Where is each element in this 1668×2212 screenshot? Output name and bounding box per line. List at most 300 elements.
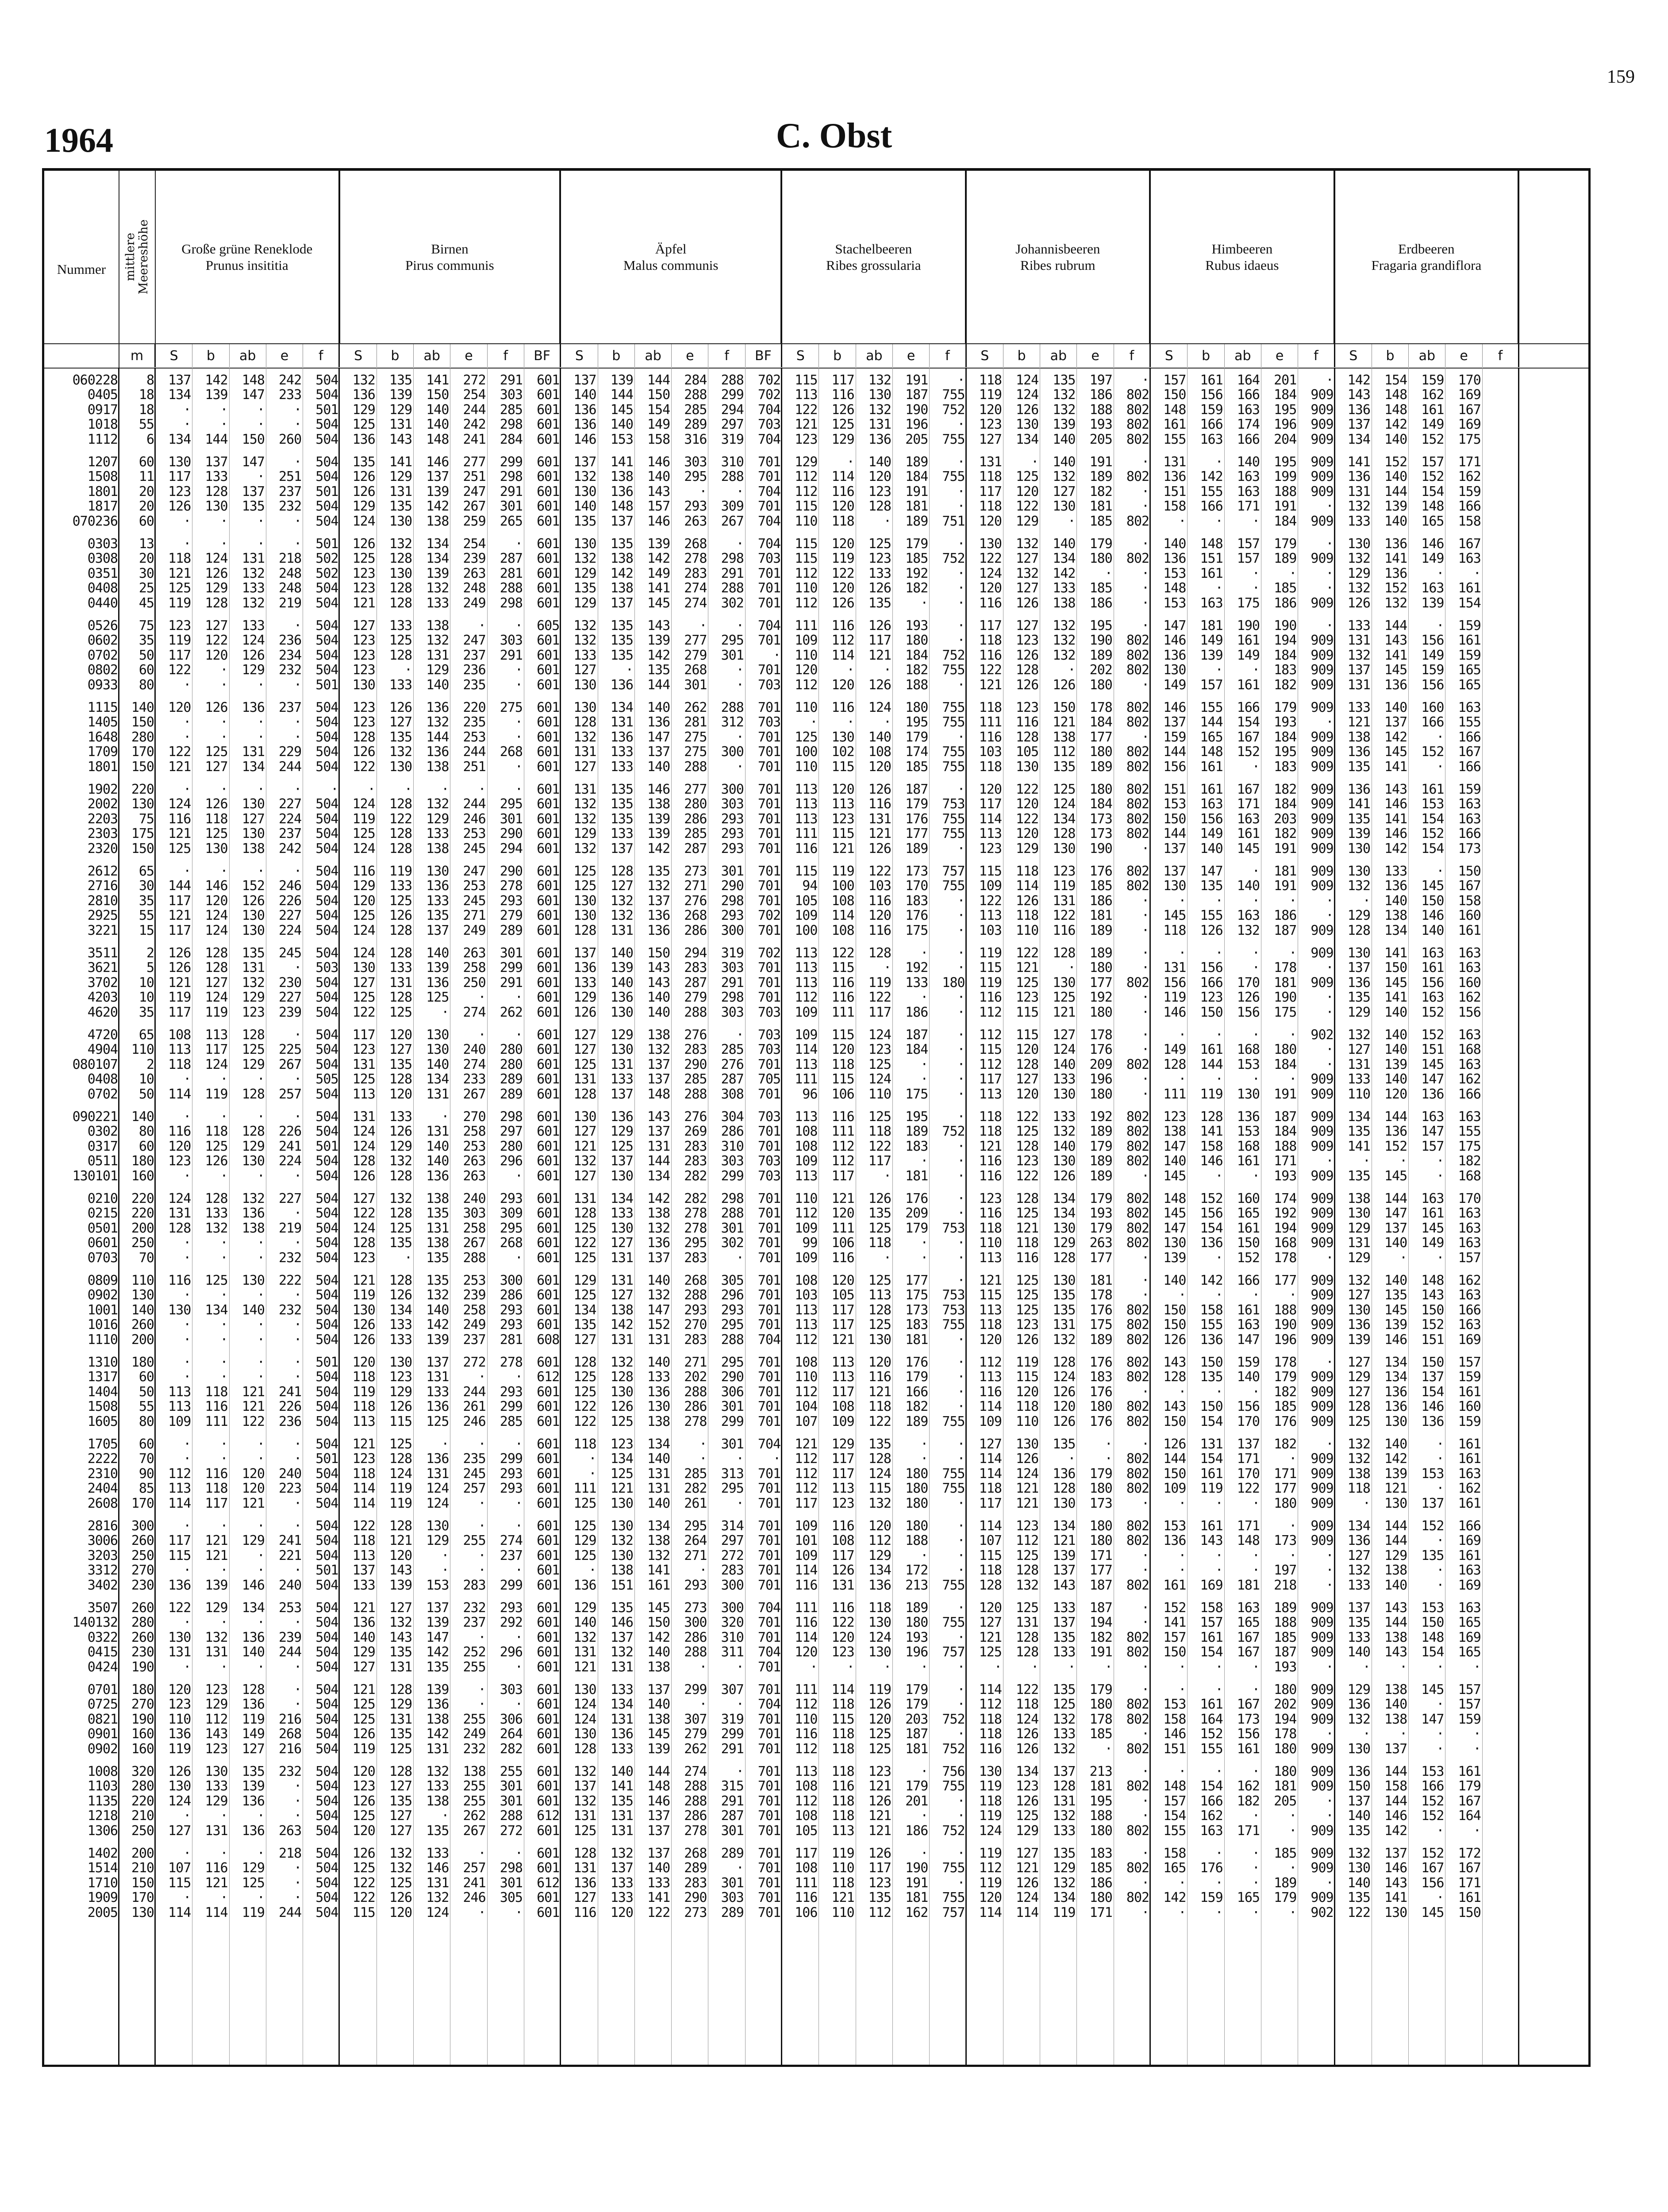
table-cell: 147 (1372, 1206, 1409, 1221)
table-cell: · (488, 1846, 524, 1861)
table-cell: 155 (1188, 908, 1224, 923)
table-cell: 216 (266, 1712, 303, 1727)
table-cell: 601 (524, 499, 561, 514)
table-cell: 601 (524, 759, 561, 775)
table-cell: 141 (1188, 1124, 1224, 1139)
table-cell: 140 (635, 990, 672, 1005)
table-cell: 289 (672, 417, 708, 432)
table-cell: · (1225, 1071, 1261, 1087)
table-cell: 130 (1040, 1153, 1077, 1169)
table-cell: 134 (1003, 432, 1040, 447)
table-cell: 143 (377, 1630, 414, 1645)
table-cell: 156 (1409, 1875, 1445, 1891)
table-cell: 504 (303, 1317, 340, 1333)
table-cell: 122 (561, 1235, 598, 1251)
table-cell: 137 (192, 454, 229, 470)
table-cell: 1317 (44, 1369, 119, 1385)
table-cell: · (1298, 1436, 1335, 1452)
table-cell: 752 (930, 1712, 966, 1727)
table-cell: 147 (230, 454, 266, 470)
table-cell: 909 (1298, 841, 1335, 856)
table-cell: 501 (303, 1563, 340, 1578)
table-cell: 107 (967, 1533, 1003, 1548)
table-cell: 157 (1446, 1682, 1483, 1697)
table-cell: 116 (819, 975, 856, 991)
table-cell: 120 (967, 514, 1003, 529)
table-row (44, 1741, 1588, 1756)
table-cell: 504 (303, 1793, 340, 1809)
table-cell: 161 (1446, 1451, 1483, 1467)
table-cell: 118 (192, 1481, 229, 1496)
table-cell: · (1114, 1384, 1151, 1400)
table-cell: 2 (119, 945, 156, 961)
table-cell: 146 (1188, 1153, 1224, 1169)
table-cell: 119 (1003, 1355, 1040, 1370)
table-cell: 160 (1409, 700, 1445, 715)
table-cell: 128 (1003, 730, 1040, 745)
table-cell: 119 (340, 1741, 377, 1757)
table-cell: 150 (1409, 1302, 1445, 1318)
table-cell: 136 (1151, 648, 1188, 663)
table-cell: 131 (561, 1644, 598, 1660)
table-cell: 154 (1409, 841, 1445, 856)
table-cell: 117 (856, 1005, 893, 1020)
table-cell: 125 (1003, 1206, 1040, 1221)
table-cell: 601 (524, 714, 561, 730)
table-cell: 138 (230, 841, 266, 856)
table-cell: 121 (156, 975, 192, 991)
table-cell: 116 (856, 796, 893, 812)
table-cell: 136 (1188, 1235, 1224, 1251)
table-cell: 126 (1335, 595, 1372, 611)
table-cell: 316 (672, 432, 708, 447)
table-cell: 0702 (44, 1087, 119, 1102)
table-cell: · (1298, 499, 1335, 514)
table-cell: 184 (1077, 796, 1114, 812)
table-cell: 115 (819, 1071, 856, 1087)
table-cell: · (230, 1615, 266, 1630)
table-cell: 134 (635, 1436, 672, 1452)
table-cell: 909 (1298, 1369, 1335, 1385)
table-cell: 303 (488, 1682, 524, 1697)
table-cell: 755 (930, 826, 966, 841)
table-cell: 135 (598, 1793, 635, 1809)
table-cell: 113 (819, 1481, 856, 1496)
table-cell: 701 (746, 1355, 782, 1370)
table-cell: 0440 (44, 595, 119, 611)
table-cell: 701 (746, 782, 782, 797)
table-cell: 169 (1188, 1578, 1224, 1593)
table-cell: 116 (782, 1578, 819, 1593)
table-cell: 135 (1040, 1436, 1077, 1452)
table-cell: 504 (303, 1630, 340, 1645)
table-cell: 166 (1446, 1518, 1483, 1534)
table-cell: 113 (782, 1764, 819, 1779)
table-cell: · (156, 514, 192, 529)
table-cell: 161 (1409, 402, 1445, 418)
table-cell: 125 (340, 417, 377, 432)
table-cell: 156 (1151, 975, 1188, 991)
table-cell: 124 (340, 514, 377, 529)
table-cell: 109 (967, 1414, 1003, 1429)
table-cell: 123 (598, 1436, 635, 1452)
table-cell: 163 (1225, 811, 1261, 827)
table-row (44, 402, 1588, 417)
table-cell: 601 (524, 1191, 561, 1206)
table-cell: 131 (230, 960, 266, 975)
table-cell: 129 (377, 1697, 414, 1712)
table-cell: 131 (1335, 1057, 1372, 1072)
table-cell: 701 (746, 1191, 782, 1206)
table-cell: 227 (266, 908, 303, 923)
table-cell: 113 (782, 1109, 819, 1125)
table-cell: 112 (967, 1860, 1003, 1876)
table-cell: 166 (1188, 417, 1224, 432)
table-cell: 126 (1003, 1332, 1040, 1348)
table-cell: 116 (819, 1518, 856, 1534)
table-cell: 150 (1446, 864, 1483, 879)
table-cell: 140 (635, 1644, 672, 1660)
table-cell: · (488, 1168, 524, 1184)
table-row (44, 484, 1588, 499)
table-cell: 133 (1040, 1071, 1077, 1087)
table-cell: 103 (856, 878, 893, 894)
table-cell: 161 (1225, 677, 1261, 693)
table-cell: · (488, 536, 524, 552)
table-cell: 120 (230, 1466, 266, 1482)
table-cell: 45 (119, 595, 156, 611)
table-cell: 169 (1446, 1578, 1483, 1593)
table-cell: 118 (967, 373, 1003, 388)
table-cell: · (266, 454, 303, 470)
table-cell: · (1188, 1250, 1224, 1266)
table-cell: 124 (1040, 1042, 1077, 1057)
table-cell: 285 (672, 1071, 708, 1087)
table-cell: · (192, 1436, 229, 1452)
table-cell: 136 (635, 714, 672, 730)
table-cell: 148 (1151, 580, 1188, 596)
table-cell: 150 (635, 387, 672, 403)
table-cell: 128 (377, 990, 414, 1005)
table-cell: 121 (1040, 1005, 1077, 1020)
table-cell: · (1114, 536, 1151, 552)
table-cell: 105 (782, 893, 819, 909)
table-cell: 139 (1372, 1466, 1409, 1482)
table-cell: 250 (119, 1235, 156, 1251)
table-cell: 1817 (44, 499, 119, 514)
table-cell: · (930, 1682, 966, 1697)
table-cell: 126 (1040, 1414, 1077, 1429)
table-cell: 100 (819, 878, 856, 894)
table-cell: 136 (1335, 402, 1372, 418)
table-cell: 184 (1261, 648, 1298, 663)
table-cell: 201 (1261, 373, 1298, 388)
table-cell: 137 (230, 484, 266, 499)
table-cell: 305 (709, 1273, 746, 1288)
table-cell: 145 (1225, 841, 1261, 856)
table-cell: 0303 (44, 536, 119, 552)
table-cell: 137 (635, 893, 672, 909)
table-cell: 133 (1335, 1630, 1372, 1645)
table-cell: · (1225, 893, 1261, 909)
table-cell: 145 (1409, 1221, 1445, 1236)
table-cell: 127 (340, 1191, 377, 1206)
table-cell: 163 (1225, 908, 1261, 923)
table-cell: 0902 (44, 1741, 119, 1757)
table-cell: 191 (1261, 841, 1298, 856)
table-cell: 802 (1114, 1109, 1151, 1125)
table-cell: 115 (782, 373, 819, 388)
table-cell: 122 (1003, 782, 1040, 797)
table-cell: 291 (709, 1793, 746, 1809)
table-cell: 180 (1261, 1682, 1298, 1697)
table-cell: 174 (893, 744, 930, 760)
table-cell: 149 (230, 1726, 266, 1742)
table-cell: · (266, 1451, 303, 1467)
table-cell: 117 (156, 648, 192, 663)
table-cell: 300 (488, 1273, 524, 1288)
table-cell: 126 (1040, 1384, 1077, 1400)
col-header: b (598, 344, 635, 367)
table-cell: 120 (819, 1042, 856, 1057)
table-cell: 267 (450, 1235, 487, 1251)
table-cell: 909 (1298, 633, 1335, 648)
table-cell: 121 (967, 1630, 1003, 1645)
table-cell: 128 (377, 1273, 414, 1288)
table-cell: 119 (819, 551, 856, 566)
table-cell: 282 (672, 1168, 708, 1184)
table-cell: · (1298, 373, 1335, 388)
table-cell: 188 (1261, 1615, 1298, 1630)
table-cell: 171 (1225, 1518, 1261, 1534)
table-cell: 126 (377, 1890, 414, 1905)
table-cell: · (1298, 1153, 1335, 1169)
table-cell: · (450, 1436, 487, 1452)
table-cell: 159 (1446, 484, 1483, 499)
table-cell: 123 (1151, 1109, 1188, 1125)
table-cell: · (1188, 1071, 1224, 1087)
table-cell: 114 (967, 1399, 1003, 1414)
table-cell: · (672, 618, 708, 634)
table-cell: 139 (414, 484, 450, 499)
table-cell: 114 (782, 1630, 819, 1645)
table-cell: 113 (156, 1384, 192, 1400)
table-cell: 701 (746, 1087, 782, 1102)
table-cell: 185 (1077, 1860, 1114, 1876)
table-cell: 2002 (44, 796, 119, 812)
table-cell: 178 (1077, 1027, 1114, 1043)
table-cell: 140 (1040, 1139, 1077, 1154)
table-cell: 123 (340, 1778, 377, 1794)
table-cell: 295 (709, 1481, 746, 1496)
table-cell: · (266, 1206, 303, 1221)
table-cell: 909 (1298, 432, 1335, 447)
table-cell: · (156, 1563, 192, 1578)
table-cell: 120 (377, 1027, 414, 1043)
table-cell: 294 (709, 402, 746, 418)
table-cell: 757 (930, 864, 966, 879)
table-cell: 295 (488, 1221, 524, 1236)
table-cell: 143 (635, 1109, 672, 1125)
table-cell: 301 (488, 1875, 524, 1891)
table-cell: 288 (709, 373, 746, 388)
table-cell: 140 (635, 1355, 672, 1370)
table-cell: 129 (1335, 1369, 1372, 1385)
table-cell: 155 (1446, 714, 1483, 730)
table-cell: 140 (635, 759, 672, 775)
table-cell: 134 (1372, 1369, 1409, 1385)
table-cell: · (1298, 1057, 1335, 1072)
table-cell: 237 (450, 1615, 487, 1630)
table-row (44, 469, 1588, 484)
table-cell: · (266, 618, 303, 634)
table-cell: 288 (709, 469, 746, 484)
table-cell: 601 (524, 945, 561, 961)
table-cell: 601 (524, 744, 561, 760)
table-cell: 122 (967, 662, 1003, 678)
table-cell: 148 (1372, 387, 1409, 403)
table-cell: 116 (819, 1778, 856, 1794)
table-cell: 130 (1225, 1087, 1261, 1102)
table-cell: 108 (819, 1399, 856, 1414)
table-cell: · (819, 662, 856, 678)
table-cell: 131 (561, 744, 598, 760)
table-cell: 129 (1003, 1823, 1040, 1839)
table-cell: 136 (561, 402, 598, 418)
table-cell: 170 (119, 1496, 156, 1511)
table-cell: 10 (119, 990, 156, 1005)
table-cell: 281 (488, 1332, 524, 1348)
group-name: Erdbeeren (1371, 241, 1481, 257)
table-cell: 126 (856, 1793, 893, 1809)
table-cell: 504 (303, 1778, 340, 1794)
table-cell: 180 (1077, 551, 1114, 566)
table-row (44, 1905, 1588, 1920)
table-cell: 298 (488, 417, 524, 432)
table-cell: 145 (635, 1600, 672, 1616)
table-cell: 136 (561, 417, 598, 432)
table-cell: 260 (266, 432, 303, 447)
table-cell: 130 (119, 1287, 156, 1303)
table-cell: 179 (893, 730, 930, 745)
table-cell: 140 (635, 469, 672, 484)
group-latin: Rubus idaeus (1205, 257, 1279, 273)
table-cell: 109 (967, 878, 1003, 894)
table-cell: · (266, 1860, 303, 1876)
table-cell: 120 (377, 1905, 414, 1920)
table-cell: 132 (377, 1846, 414, 1861)
table-cell: 175 (119, 826, 156, 841)
table-row (44, 990, 1588, 1005)
table-cell: 230 (119, 1644, 156, 1660)
table-cell: 170 (1446, 373, 1483, 388)
table-cell: 281 (488, 566, 524, 581)
table-cell: 123 (340, 580, 377, 596)
table-cell: 701 (746, 1548, 782, 1563)
table-cell: 152 (1409, 469, 1445, 484)
table-cell: 116 (819, 990, 856, 1005)
table-cell: 299 (488, 1578, 524, 1593)
table-cell: 134 (598, 1697, 635, 1712)
table-cell: 143 (1372, 1600, 1409, 1616)
table-cell: 121 (819, 1191, 856, 1206)
table-cell: · (1225, 1027, 1261, 1043)
table-cell: 117 (340, 1027, 377, 1043)
table-cell: 131 (561, 782, 598, 797)
table-cell: 150 (119, 1875, 156, 1891)
table-cell: · (709, 1451, 746, 1467)
table-cell: 136 (1151, 1533, 1188, 1548)
table-cell: 301 (709, 1221, 746, 1236)
table-cell: · (230, 1890, 266, 1905)
table-cell: 110 (782, 1712, 819, 1727)
table-cell: · (893, 595, 930, 611)
table-cell: 189 (1077, 923, 1114, 938)
table-cell: 140 (1372, 469, 1409, 484)
table-cell: 264 (488, 1726, 524, 1742)
table-cell: 136 (1372, 1399, 1409, 1414)
table-cell: 248 (266, 580, 303, 596)
table-cell: 174 (1261, 1191, 1298, 1206)
table-cell: 130 (1040, 841, 1077, 856)
table-cell: 301 (709, 1823, 746, 1839)
table-cell: 121 (340, 595, 377, 611)
table-cell: 138 (414, 1712, 450, 1727)
table-cell: 165 (1446, 1644, 1483, 1660)
table-cell: 134 (598, 1191, 635, 1206)
table-cell: 282 (488, 1741, 524, 1757)
table-cell: 802 (1114, 551, 1151, 566)
table-cell: 128 (377, 1451, 414, 1467)
table-cell: 132 (414, 1287, 450, 1303)
table-cell: 909 (1298, 1600, 1335, 1616)
table-cell: · (930, 1235, 966, 1251)
table-cell: 125 (1003, 1808, 1040, 1824)
table-cell: 289 (672, 1860, 708, 1876)
table-row (44, 1302, 1588, 1317)
table-cell: 245 (266, 945, 303, 961)
table-cell: 802 (1114, 1355, 1151, 1370)
table-cell: 133 (192, 1778, 229, 1794)
table-cell: 133 (414, 1846, 450, 1861)
table-cell: 296 (488, 1153, 524, 1169)
table-cell: 126 (377, 1399, 414, 1414)
table-cell: 138 (635, 1659, 672, 1675)
table-row (44, 1287, 1588, 1302)
table-cell: 136 (561, 1578, 598, 1593)
table-cell: 130 (1372, 1905, 1409, 1920)
table-cell: 134 (377, 1302, 414, 1318)
table-cell: 136 (414, 1168, 450, 1184)
table-cell: 128 (561, 714, 598, 730)
table-cell: 601 (524, 700, 561, 715)
table-cell: · (1188, 514, 1224, 529)
table-cell: · (1114, 566, 1151, 581)
table-cell: 176 (1077, 864, 1114, 879)
table-cell: 112 (782, 1466, 819, 1482)
table-cell: 132 (561, 1630, 598, 1645)
table-cell: · (930, 1168, 966, 1184)
table-cell: · (1114, 595, 1151, 611)
table-cell: 125 (856, 1221, 893, 1236)
table-cell: 167 (1225, 1697, 1261, 1712)
table-cell: 601 (524, 1287, 561, 1303)
table-cell: 128 (967, 1578, 1003, 1593)
table-cell: 125 (1003, 469, 1040, 484)
table-cell: 192 (1077, 990, 1114, 1005)
table-cell: 601 (524, 1697, 561, 1712)
table-cell: 909 (1298, 878, 1335, 894)
